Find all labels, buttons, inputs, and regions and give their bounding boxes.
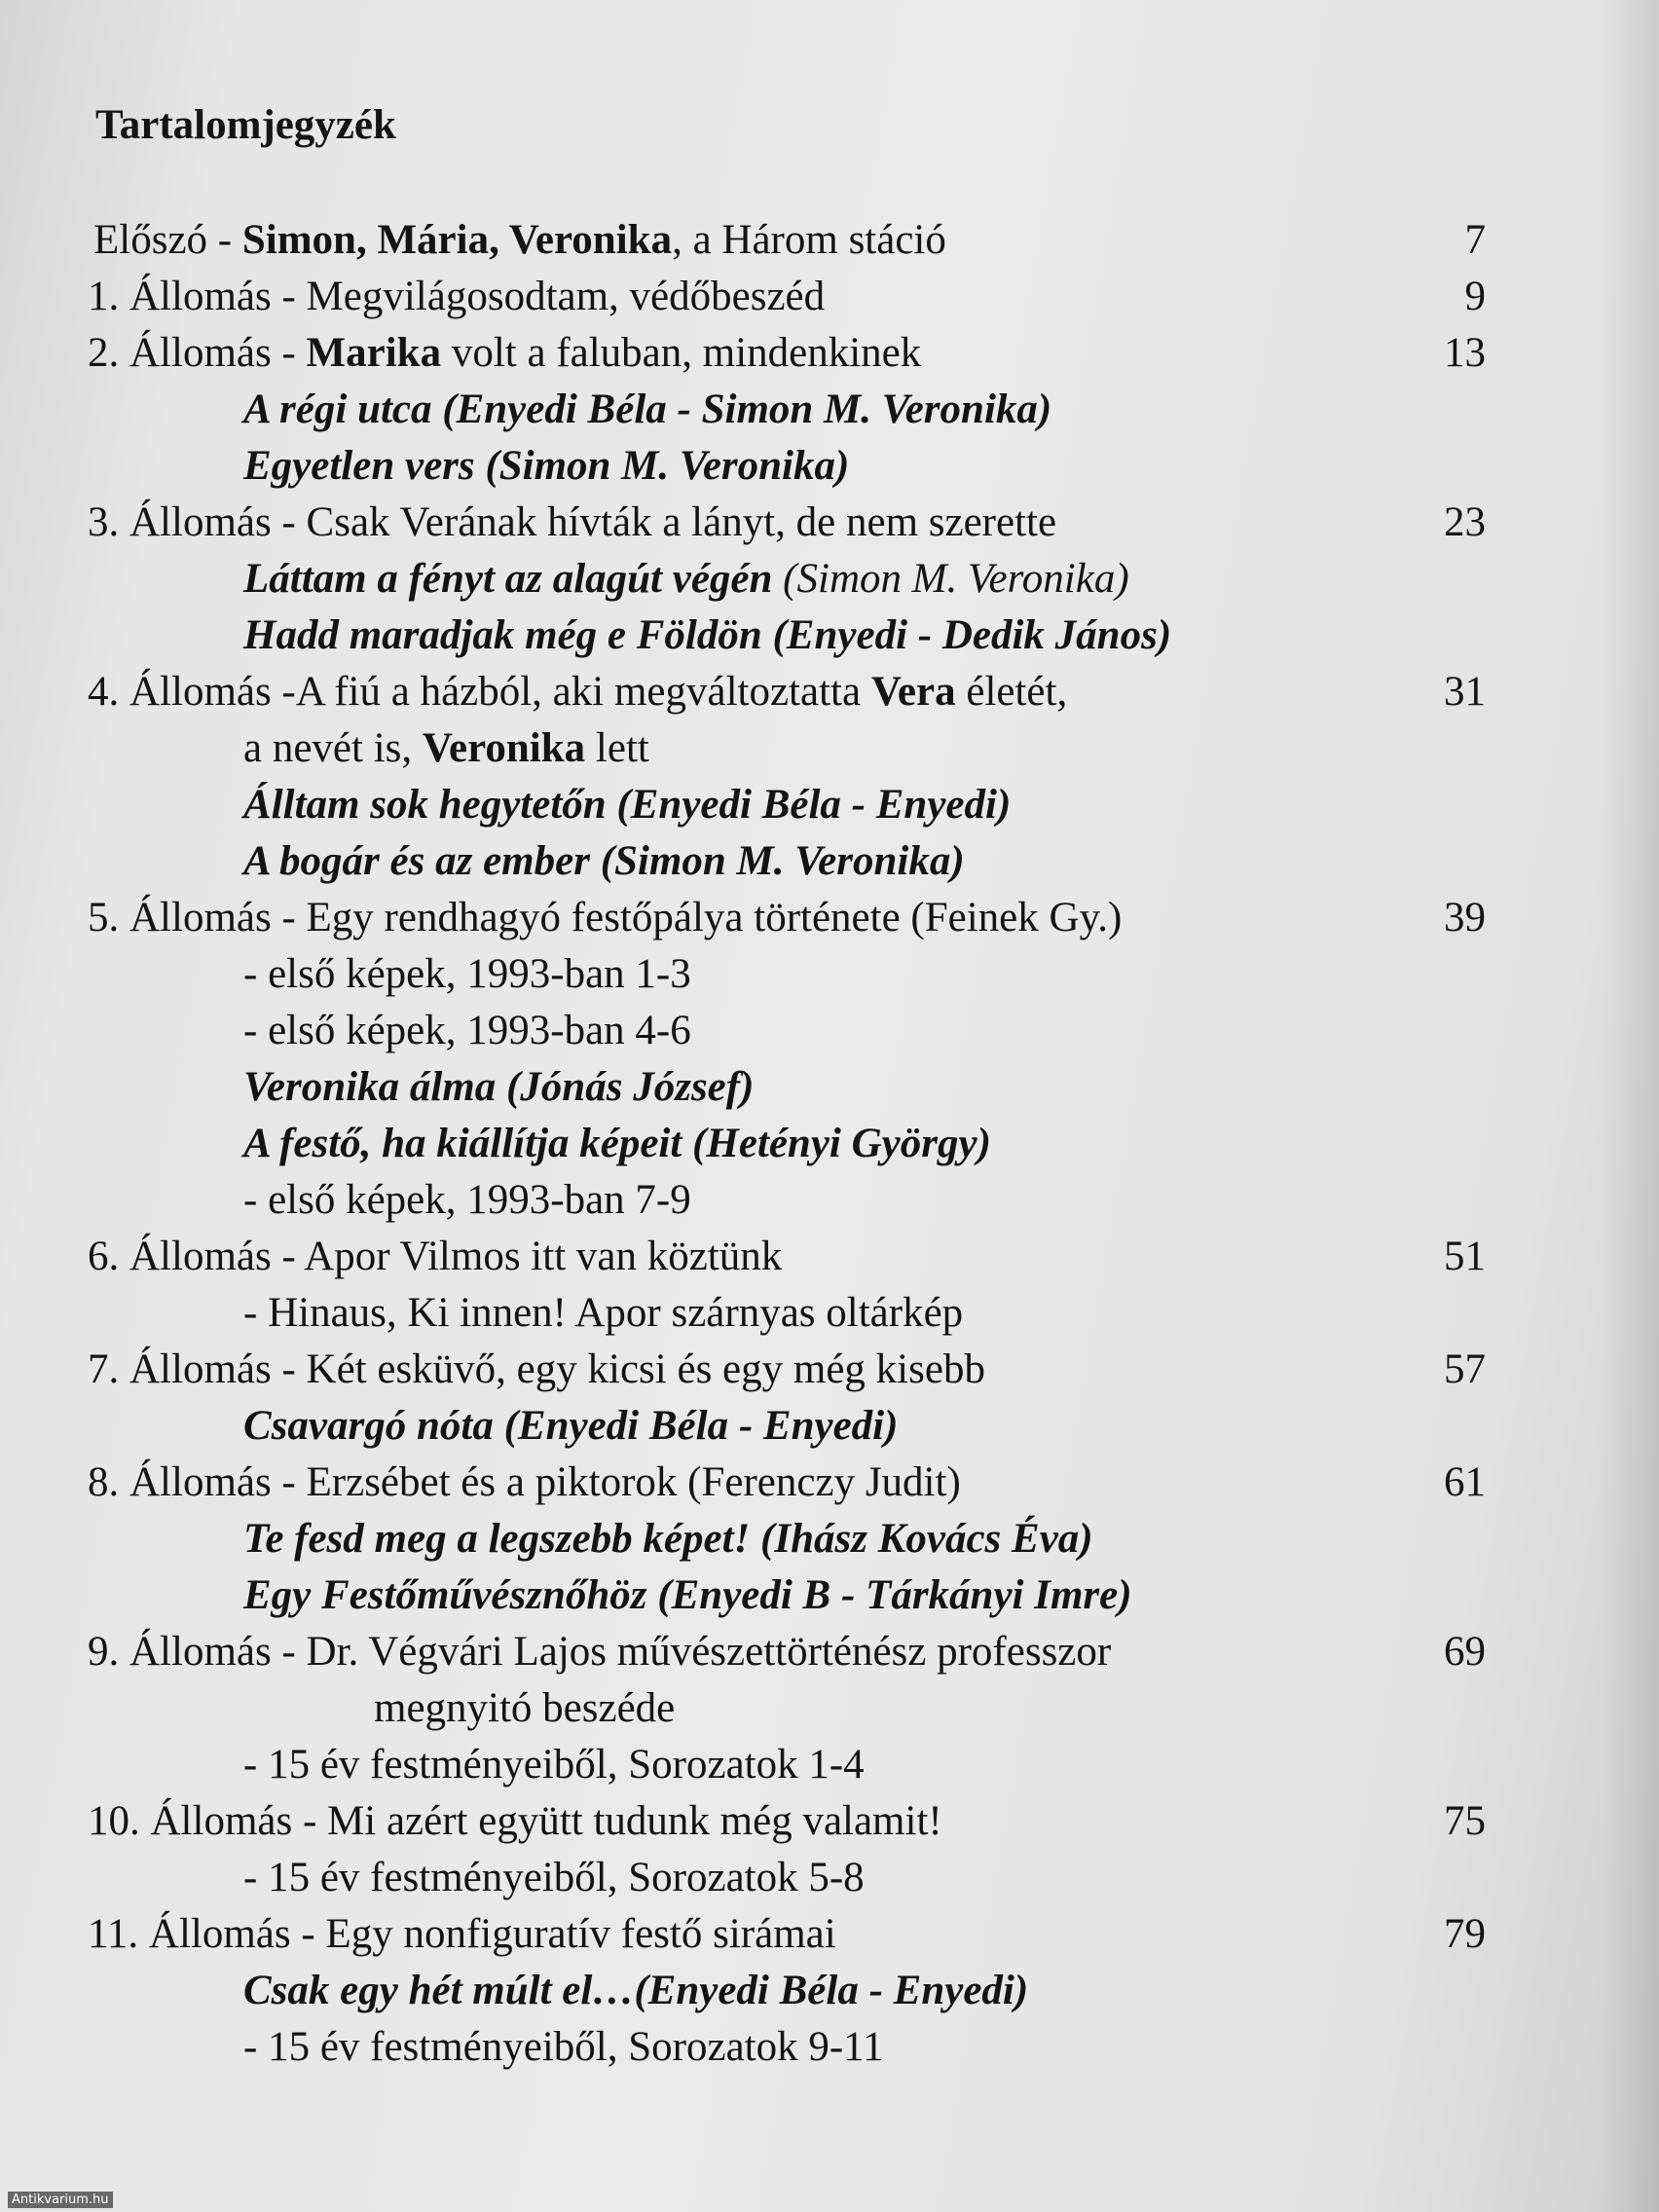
- toc-entry-title: [243, 551, 1129, 608]
- toc-entry-title: [243, 777, 1011, 833]
- toc-page-number: 79: [1444, 1911, 1486, 1957]
- toc-entry-title: [88, 1624, 1111, 1680]
- toc-entry-title: [243, 833, 965, 890]
- toc-entry-text-part: Csavargó nóta (Enyedi Béla - Enyedi): [243, 1403, 899, 1449]
- toc-entry-text-part: 10. Állomás - Mi azért együtt tudunk még valamit!: [88, 1798, 942, 1844]
- toc-entry-allomas-9: [0, 1624, 1659, 1680]
- page-title: Tartalomjegyzék: [95, 102, 396, 148]
- toc-entry-title: [243, 1963, 1028, 2019]
- toc-entry-title: [243, 608, 1171, 664]
- toc-entry-text-part: - első képek, 1993-ban 7-9: [243, 1177, 691, 1223]
- toc-entry-allomas-4-cont: [0, 720, 1659, 777]
- toc-entry-title: [374, 1680, 675, 1737]
- toc-entry-title: [243, 720, 649, 777]
- toc-entry-text-part: Vera: [870, 669, 956, 715]
- toc-entry-hinaus: [0, 1285, 1659, 1342]
- toc-entry-text-part: Álltam sok hegytetőn (Enyedi Béla - Enyedi): [243, 782, 1012, 828]
- toc-entry-text-part: Marika: [306, 330, 442, 376]
- toc-entry-vers-egy-festo: [0, 1567, 1659, 1624]
- toc-entry-text-part: , a Három stáció: [672, 217, 946, 263]
- toc-entry-text-part: A bogár és az ember (Simon M. Veronika): [243, 838, 965, 884]
- toc-entry-eloszo: [0, 212, 1659, 269]
- toc-entry-text-part: - első képek, 1993-ban 1-3: [243, 951, 691, 997]
- toc-entry-vers-lattam: [0, 551, 1659, 608]
- toc-entry-title: [243, 1003, 691, 1059]
- toc-entry-title: [88, 325, 921, 382]
- toc-entry-text-part: - 15 év festményeiből, Sorozatok 5-8: [243, 1855, 865, 1900]
- toc-entry-title: [243, 438, 849, 495]
- toc-entry-text-part: - 15 év festményeiből, Sorozatok 9-11: [243, 2024, 884, 2070]
- toc-page-number: 69: [1444, 1629, 1486, 1675]
- toc-entry-allomas-3: [0, 495, 1659, 551]
- toc-entry-text-part: 11. Állomás - Egy nonfiguratív festő sirámai: [88, 1911, 836, 1957]
- toc-entry-allomas-11: [0, 1906, 1659, 1963]
- toc-entry-text-part: Egy Festőművésznőhöz (Enyedi B - Tárkányi Imre): [243, 1572, 1132, 1618]
- toc-entry-text-part: 2. Állomás -: [88, 330, 307, 376]
- toc-entry-title: [88, 1793, 942, 1850]
- watermark: Antikvarium.hu: [8, 2192, 113, 2208]
- toc-entry-allomas-6: [0, 1229, 1659, 1285]
- toc-entry-title: [88, 664, 1067, 720]
- toc-entry-title: [88, 1229, 782, 1285]
- toc-entry-vers-bogar: [0, 833, 1659, 890]
- toc-entry-text-part: 8. Állomás - Erzsébet és a piktorok (Ferenczy Judit): [88, 1459, 961, 1505]
- toc-entry-allomas-9-cont: [0, 1680, 1659, 1737]
- toc-entry-kepek-7-9: [0, 1172, 1659, 1229]
- toc-page-number: 7: [1464, 217, 1486, 263]
- toc-entry-text-part: Előszó -: [93, 217, 242, 263]
- toc-entry-text-part: volt a faluban, mindenkinek: [441, 330, 922, 376]
- toc-entry-kepek-4-6: [0, 1003, 1659, 1059]
- toc-entry-title: [88, 1342, 985, 1398]
- toc-entry-text-part: 4. Állomás -A fiú a házból, aki megváltoztatta: [88, 669, 871, 715]
- toc-entry-allomas-8: [0, 1455, 1659, 1511]
- toc-entry-text-part: Láttam a fényt az alagút végén: [243, 556, 773, 602]
- toc-page-number: 51: [1444, 1234, 1486, 1279]
- toc-entry-allomas-4: [0, 664, 1659, 720]
- toc-entry-title: [88, 495, 1056, 551]
- toc-entry-text-part: Te fesd meg a legszebb képet! (Ihász Kovács Éva): [243, 1516, 1093, 1562]
- toc-entry-text-part: 6. Állomás - Apor Vilmos itt van köztünk: [88, 1234, 783, 1279]
- toc-entry-title: [243, 1737, 865, 1793]
- toc-entry-vers-egyetlen: [0, 438, 1659, 495]
- toc-entry-text-part: 9. Állomás - Dr. Végvári Lajos művészettörténész professzor: [88, 1629, 1112, 1675]
- toc-page-number: 75: [1444, 1798, 1486, 1844]
- toc-entry-vers-veronika-alma: [0, 1059, 1659, 1116]
- toc-entry-sorozat-5-8: [0, 1850, 1659, 1906]
- toc-entry-title: [243, 1285, 963, 1342]
- toc-entry-title: [243, 382, 1051, 438]
- toc-entry-sorozat-1-4: [0, 1737, 1659, 1793]
- toc-entry-text-part: - Hinaus, Ki innen! Apor szárnyas oltárkép: [243, 1290, 964, 1336]
- toc-entry-title: [243, 1172, 691, 1229]
- toc-entry-title: [243, 1398, 898, 1455]
- toc-page-number: 9: [1464, 274, 1486, 319]
- toc-entry-allomas-2: [0, 325, 1659, 382]
- toc-entry-vers-hadd: [0, 608, 1659, 664]
- toc-entry-text-part: Egyetlen vers (Simon M. Veronika): [243, 443, 850, 489]
- toc-entry-text-part: 3. Állomás - Csak Verának hívták a lányt, de nem szerette: [88, 499, 1057, 545]
- toc-entry-title: [243, 1567, 1132, 1624]
- toc-entry-text-part: - 15 év festményeiből, Sorozatok 1-4: [243, 1742, 865, 1788]
- toc-entry-text-part: 1. Állomás - Megvilágosodtam, védőbeszéd: [88, 274, 826, 319]
- toc-entry-title: [93, 212, 946, 269]
- toc-entry-kepek-1-3: [0, 946, 1659, 1003]
- toc-entry-title: [88, 1455, 961, 1511]
- toc-entry-text-part: 5. Állomás - Egy rendhagyó festőpálya története (Feinek Gy.): [88, 895, 1123, 940]
- toc-entry-text-part: lett: [585, 725, 649, 771]
- toc-entry-text-part: 7. Állomás - Két esküvő, egy kicsi és egy még kisebb: [88, 1346, 985, 1392]
- toc-entry-text-part: a nevét is,: [243, 725, 423, 771]
- toc-entry-title: [88, 269, 825, 325]
- toc-entry-vers-a-festo: [0, 1116, 1659, 1172]
- toc-entry-text-part: Veronika: [422, 725, 586, 771]
- toc-entry-text-part: Csak egy hét múlt el…(Enyedi Béla - Enyedi): [243, 1968, 1029, 2013]
- toc-entry-text-part: életét,: [955, 669, 1068, 715]
- toc-entry-sorozat-9-11: [0, 2019, 1659, 2076]
- toc-entry-text-part: Hadd maradjak még e Földön (Enyedi - Dedik János): [243, 612, 1172, 658]
- toc-entry-title: [88, 890, 1122, 946]
- toc-entry-allomas-1: [0, 269, 1659, 325]
- toc-entry-title: [243, 1511, 1093, 1567]
- toc-entry-title: [243, 1850, 865, 1906]
- toc-entry-vers-regi-utca: [0, 382, 1659, 438]
- toc-page-number: 13: [1444, 330, 1486, 376]
- toc-entry-text-part: A régi utca (Enyedi Béla - Simon M. Veronika): [243, 387, 1052, 432]
- toc-entry-text-part: Veronika álma (Jónás József): [243, 1064, 755, 1110]
- toc-entry-allomas-10: [0, 1793, 1659, 1850]
- toc-entry-title: [88, 1906, 836, 1963]
- toc-entry-title: [243, 946, 691, 1003]
- toc-entry-title: [243, 2019, 884, 2076]
- toc-entry-text-part: megnyitó beszéde: [374, 1685, 676, 1731]
- toc-entry-vers-te-fesd: [0, 1511, 1659, 1567]
- toc-entry-title: [243, 1059, 754, 1116]
- toc-page-number: 23: [1444, 499, 1486, 545]
- toc-entry-text-part: - első képek, 1993-ban 4-6: [243, 1008, 691, 1053]
- toc-entry-allomas-7: [0, 1342, 1659, 1398]
- toc-entry-vers-csavargo: [0, 1398, 1659, 1455]
- toc-entry-allomas-5: [0, 890, 1659, 946]
- toc-page-number: 61: [1444, 1459, 1486, 1505]
- toc-entry-text-part: Simon, Mária, Veronika: [241, 217, 673, 263]
- toc-entry-text-part: A festő, ha kiállítja képeit (Hetényi György): [243, 1121, 991, 1166]
- toc-entry-title: [243, 1116, 991, 1172]
- toc-page-number: 57: [1444, 1346, 1486, 1392]
- toc-page-number: 39: [1444, 895, 1486, 940]
- toc-entry-vers-csak-egy-het: [0, 1963, 1659, 2019]
- toc-entry-vers-alltam: [0, 777, 1659, 833]
- toc-page-number: 31: [1444, 669, 1486, 715]
- toc-entry-text-part: (Simon M. Veronika): [772, 556, 1129, 602]
